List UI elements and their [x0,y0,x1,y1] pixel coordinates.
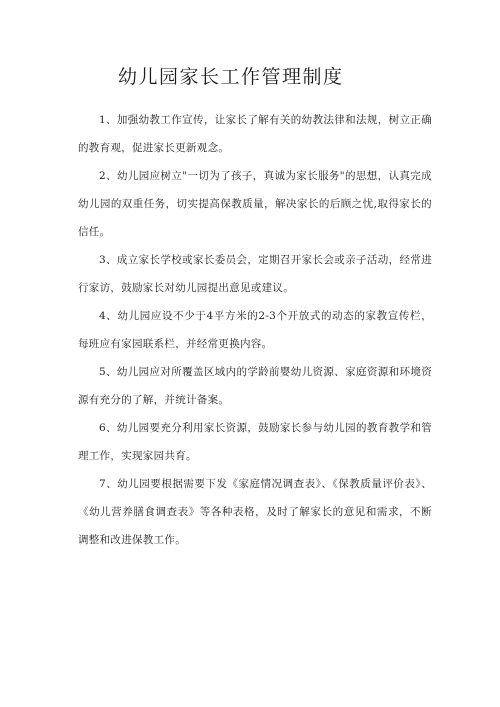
paragraph-5: 5、幼儿园应对所覆盖区域内的学龄前婴幼儿资源、家庭资源和环境资源有充分的了解，并统计备案。 [78,366,432,406]
document-title: 幼儿园家长工作管理制度 [118,66,344,88]
paragraph-2: 2、幼儿园应树立"一切为了孩子，真诚为家长服务"的思想，认真完成幼儿园的双重任务，切实提高保教质量，解决家长的后顾之忧,取得家长的信任。 [78,170,432,238]
paragraph-1: 1、加强幼教工作宣传，让家长了解有关的幼教法律和法规，树立正确的教育观，促进家长更新观念。 [78,114,432,154]
paragraph-4: 4、幼儿园应设不少于4平方米的2-3个开放式的动态的家教宣传栏，每班应有家园联系栏，并经常更换内容。 [78,310,432,350]
paragraph-7: 7、幼儿园要根据需要下发《家庭情况调查表》、《保教质量评价表》、《幼儿营养膳食调查表》等各种表格，及时了解家长的意见和需求，不断调整和改进保教工作。 [78,478,432,546]
paragraph-3: 3、成立家长学校或家长委员会，定期召开家长会或亲子活动，经常进行家访，鼓励家长对幼儿园提出意见或建议。 [78,254,432,294]
paragraph-6: 6、幼儿园要充分利用家长资源，鼓励家长参与幼儿园的教育教学和管理工作，实现家园共育。 [78,422,432,462]
